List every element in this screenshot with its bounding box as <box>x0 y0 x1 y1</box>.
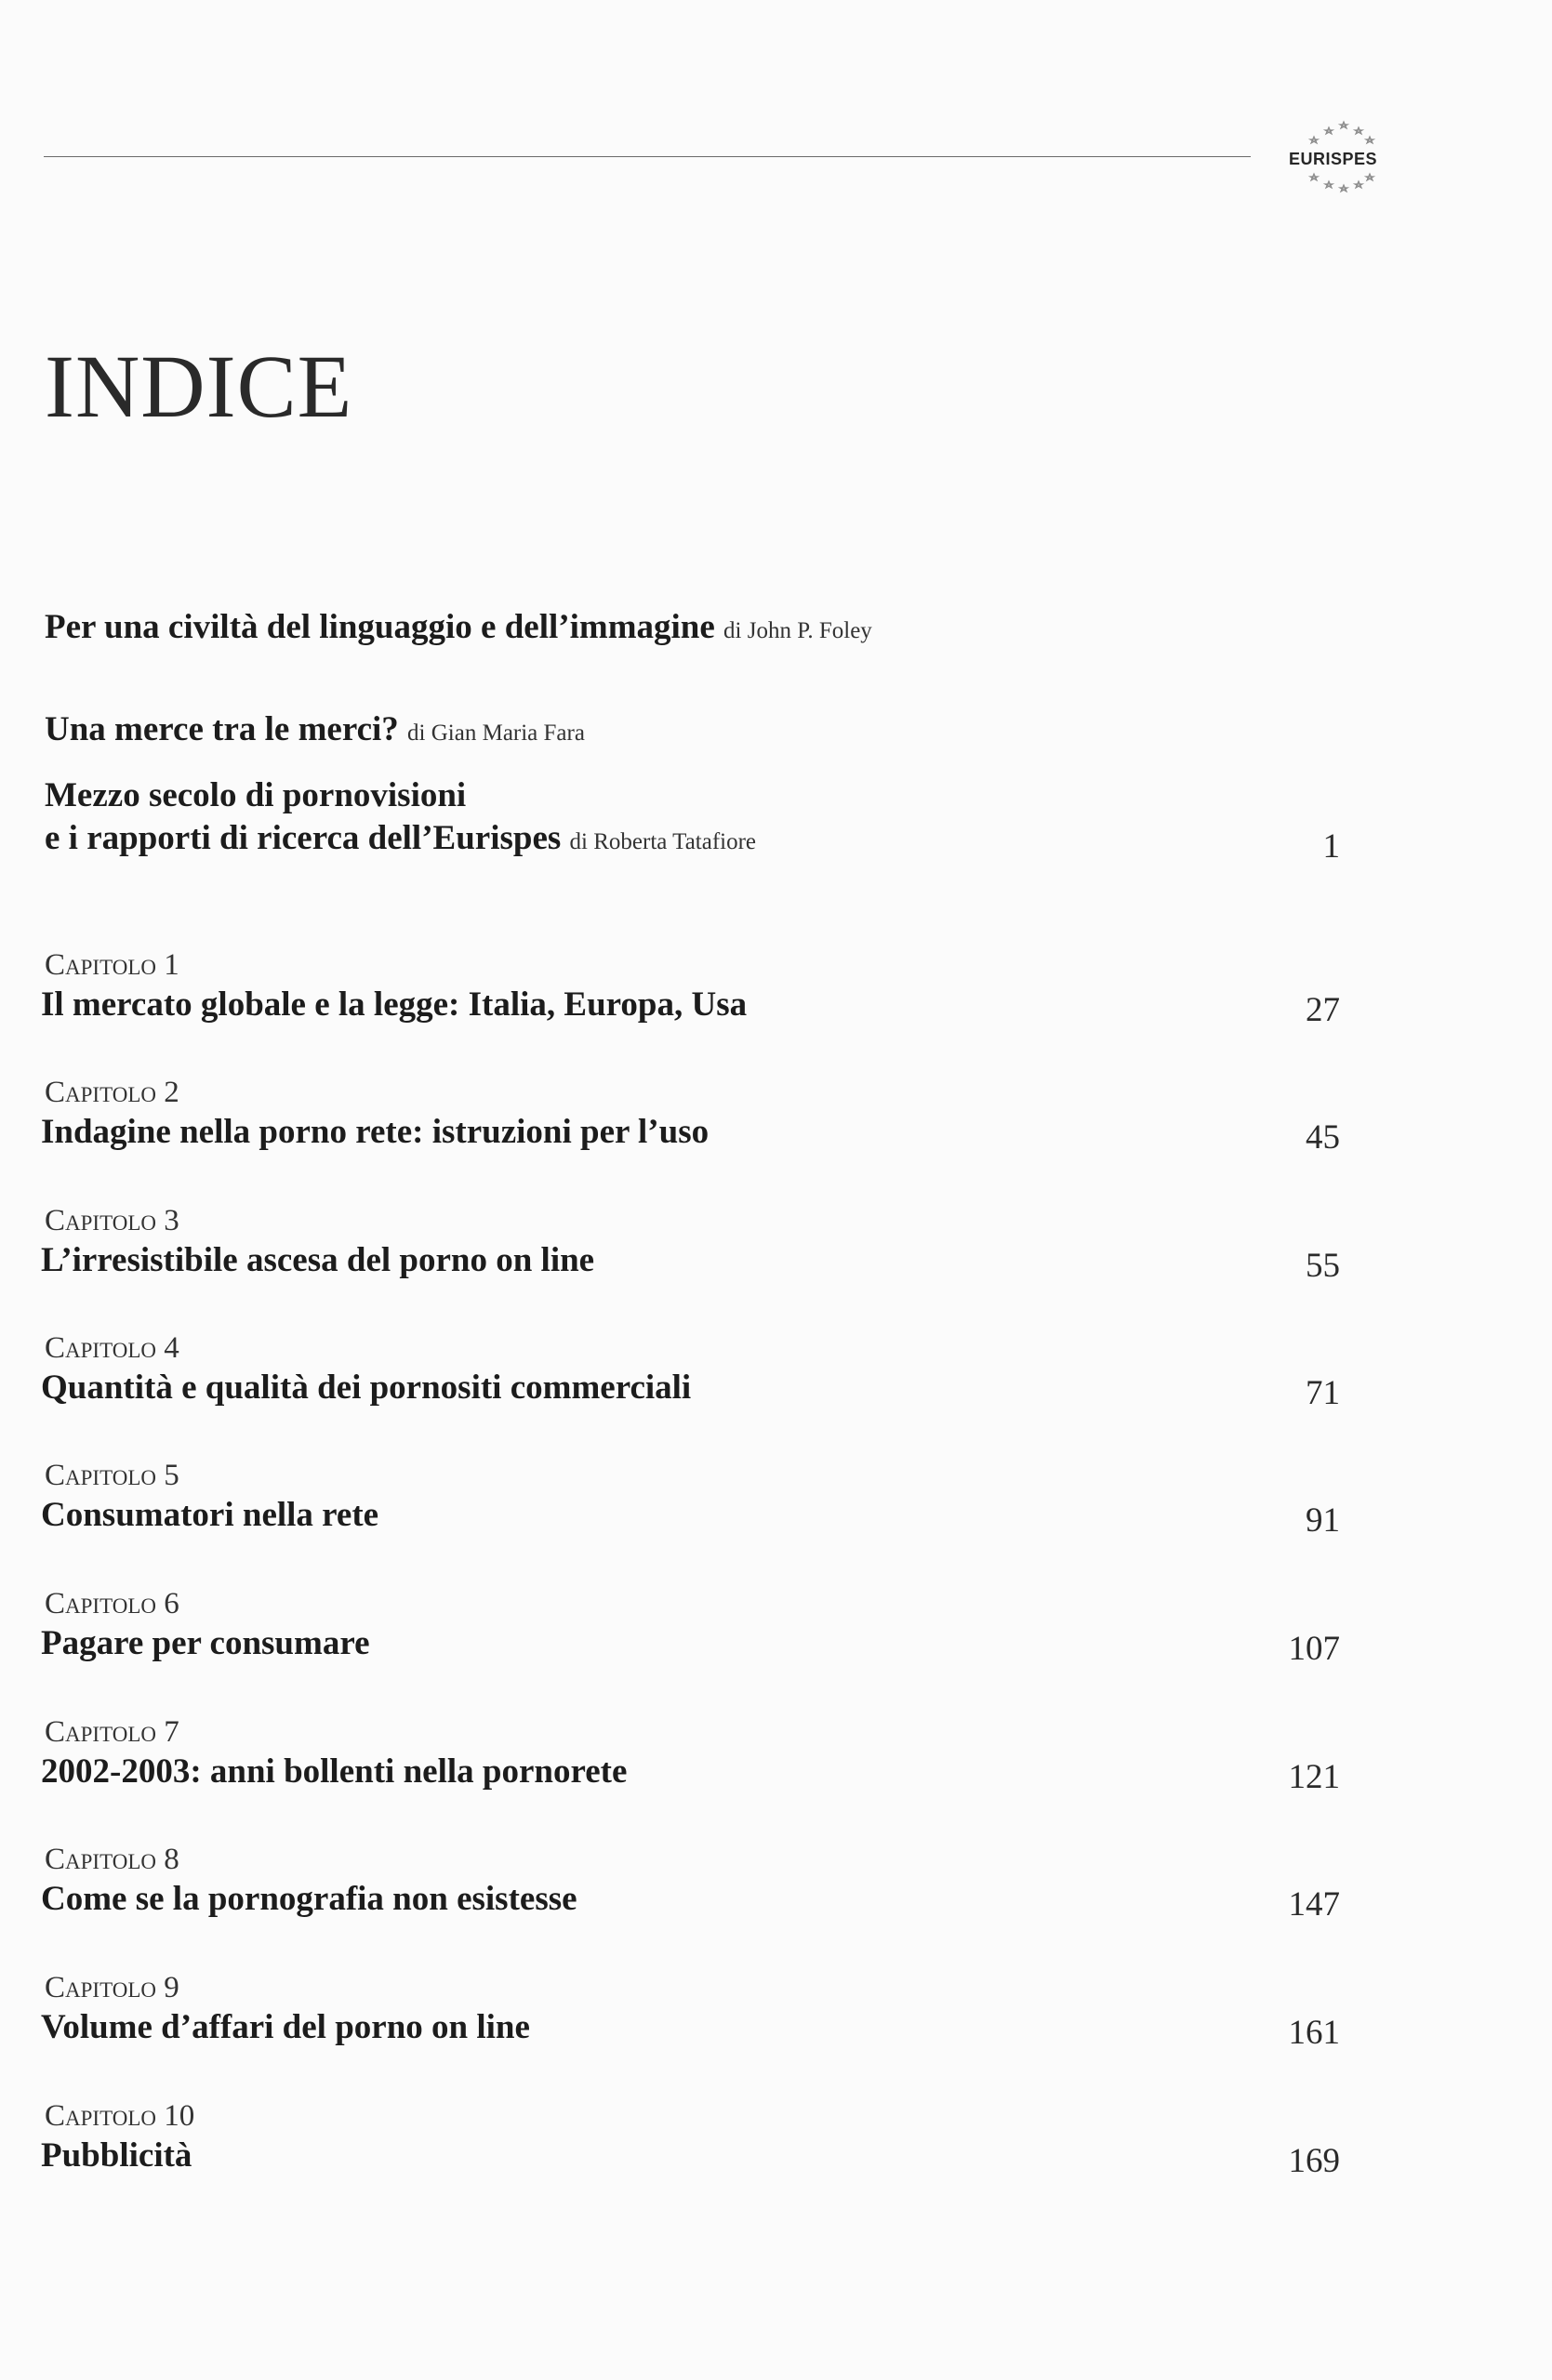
chapter-entry-4[interactable] <box>41 1329 1343 1432</box>
chapter-page-number: 71 <box>1306 1374 1340 1412</box>
chapter-title: Come se la pornografia non esistesse <box>41 1880 577 1918</box>
chapter-page-number: 91 <box>1306 1501 1340 1540</box>
chapter-label: Capitolo 10 <box>45 2099 195 2133</box>
entry-title-line-1: Mezzo secolo di pornovisioni <box>45 776 467 814</box>
chapter-entry-2[interactable] <box>41 1074 1343 1176</box>
chapter-title: Pubblicità <box>41 2136 192 2175</box>
chapter-label: Capitolo 7 <box>45 1715 179 1749</box>
chapter-label: Capitolo 2 <box>45 1076 179 1109</box>
entry-author: di Roberta Tatafiore <box>569 829 757 854</box>
chapter-entry-3[interactable] <box>41 1202 1343 1304</box>
chapter-title: Il mercato globale e la legge: Italia, Europa, Usa <box>41 985 748 1024</box>
chapter-title: Quantità e qualità dei pornositi commerciali <box>41 1368 692 1407</box>
chapter-label: Capitolo 1 <box>45 948 179 982</box>
front-matter-entry[interactable] <box>45 606 872 653</box>
chapter-title: Consumatori nella rete <box>41 1496 379 1534</box>
chapter-page-number: 27 <box>1306 991 1340 1029</box>
chapter-page-number: 121 <box>1288 1758 1340 1796</box>
chapter-page-number: 55 <box>1306 1247 1340 1285</box>
chapter-label: Capitolo 3 <box>45 1204 179 1237</box>
chapter-page-number: 107 <box>1288 1630 1340 1668</box>
page-title: INDICE <box>45 337 353 436</box>
header-rule <box>44 156 1251 157</box>
chapter-page-number: 45 <box>1306 1118 1340 1157</box>
entry-page-number: 1 <box>1322 827 1340 866</box>
chapter-entry-5[interactable] <box>41 1457 1343 1559</box>
front-matter-entry[interactable] <box>45 708 585 755</box>
chapter-title: Pagare per consumare <box>41 1624 370 1662</box>
chapter-title: Indagine nella porno rete: istruzioni per l’uso <box>41 1113 710 1151</box>
chapter-entry-7[interactable] <box>41 1713 1343 1816</box>
chapter-label: Capitolo 6 <box>45 1587 179 1620</box>
chapter-page-number: 161 <box>1288 2014 1340 2052</box>
chapter-entry-10[interactable] <box>41 2097 1343 2200</box>
entry-title: Una merce tra le merci? <box>45 710 399 748</box>
chapter-entry-1[interactable] <box>41 946 1343 1049</box>
entry-title-line-2: e i rapporti di ricerca dell’Eurispes <box>45 819 562 857</box>
entry-author: di Gian Maria Fara <box>407 721 585 746</box>
logo-text: EURISPES <box>1289 150 1378 168</box>
chapter-page-number: 147 <box>1288 1885 1340 1924</box>
chapter-title: Volume d’affari del porno on line <box>41 2008 530 2046</box>
chapter-entry-6[interactable] <box>41 1585 1343 1687</box>
chapter-label: Capitolo 5 <box>45 1459 179 1492</box>
eurispes-logo <box>1270 119 1410 195</box>
chapter-title: L’irresistibile ascesa del porno on line <box>41 1241 595 1279</box>
chapter-label: Capitolo 4 <box>45 1331 179 1365</box>
chapter-label: Capitolo 8 <box>45 1843 179 1876</box>
chapter-page-number: 169 <box>1288 2142 1340 2180</box>
front-matter-entry[interactable] <box>45 774 756 864</box>
chapter-entry-9[interactable] <box>41 1969 1343 2071</box>
chapter-title: 2002-2003: anni bollenti nella pornorete <box>41 1752 628 1791</box>
entry-title: Per una civiltà del linguaggio e dell’immagine <box>45 608 715 646</box>
entry-author: di John P. Foley <box>723 618 872 643</box>
chapter-label: Capitolo 9 <box>45 1971 179 2004</box>
chapter-entry-8[interactable] <box>41 1841 1343 1943</box>
